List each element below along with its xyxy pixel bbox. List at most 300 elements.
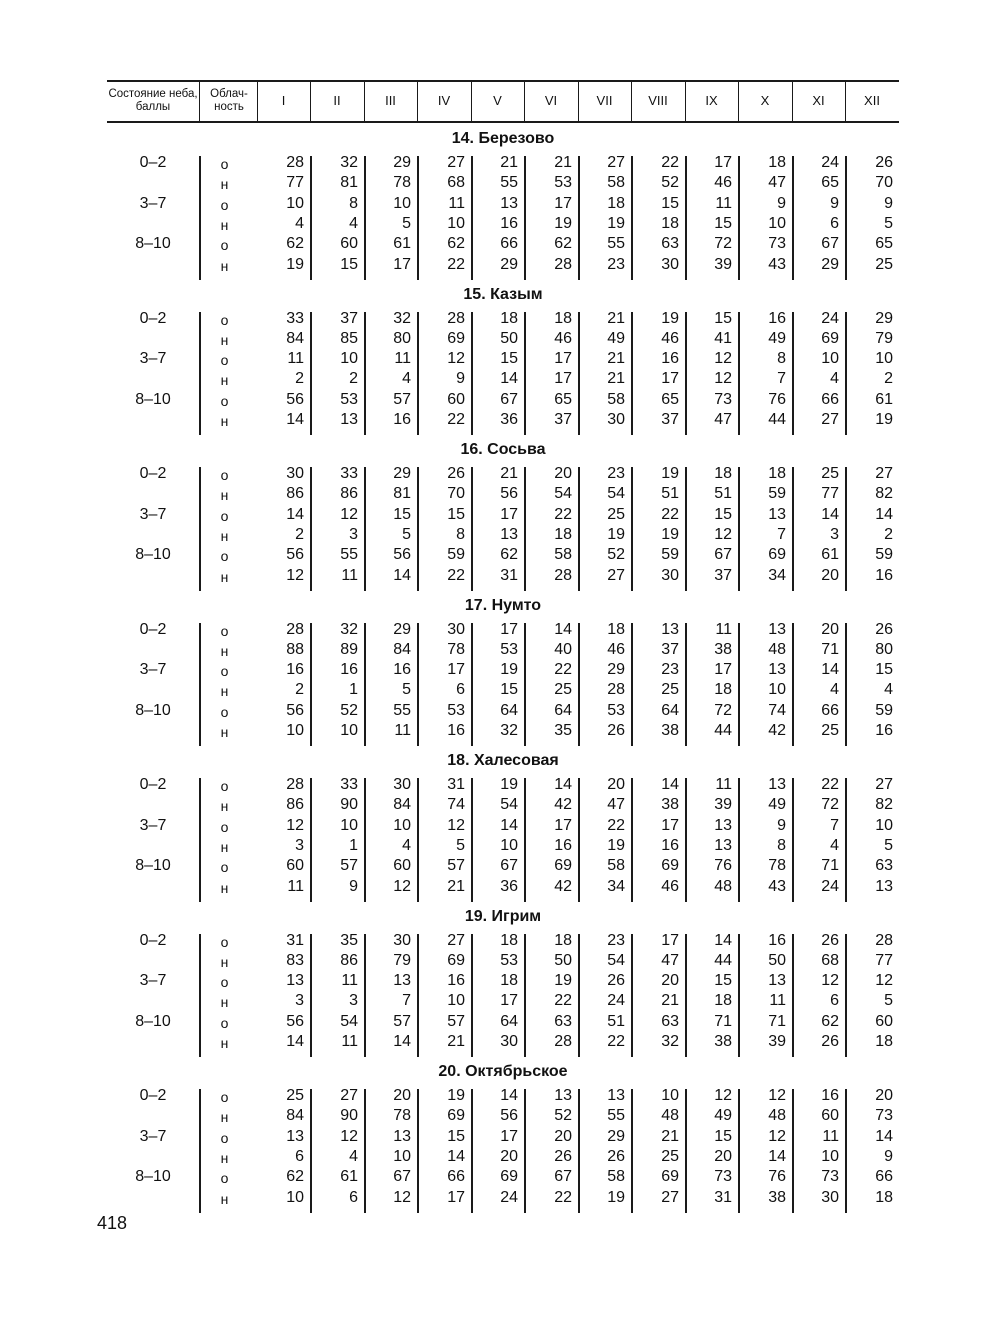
table-cell: 70 — [447, 485, 465, 503]
table-cell: 11 — [448, 194, 465, 212]
header-month-vi: VI — [544, 93, 558, 108]
table-cell: 19 — [447, 1087, 465, 1104]
table-cell: 22 — [661, 154, 679, 171]
table-cell: 57 — [393, 390, 411, 408]
table-cell: 38 — [661, 796, 679, 814]
table-cell: 29 — [607, 1127, 625, 1145]
table-cell: 18 — [554, 931, 572, 949]
table-cell: 15 — [714, 309, 732, 327]
table-cell: 10 — [286, 1188, 304, 1206]
table-cell: 22 — [554, 1188, 572, 1206]
table-cell: 66 — [821, 701, 839, 719]
table-cell: 48 — [768, 640, 786, 658]
table-cell: 13 — [286, 1127, 304, 1145]
table-cell: 84 — [286, 329, 304, 347]
cloud-type-label: о — [220, 1089, 229, 1105]
cloud-type-label: н — [220, 216, 229, 233]
table-cell: 32 — [340, 154, 358, 171]
table-cell: 27 — [607, 566, 625, 584]
table-cell: 78 — [768, 857, 786, 875]
table-cell: 25 — [554, 681, 572, 699]
sky-state-label: 0–2 — [139, 931, 167, 949]
table-cell: 9 — [830, 194, 839, 212]
column-divider — [845, 312, 847, 436]
table-cell: 37 — [661, 411, 679, 428]
table-cell: 15 — [714, 505, 732, 523]
table-cell: 64 — [500, 701, 518, 719]
table-cell: 71 — [821, 640, 839, 658]
table-cell: 28 — [286, 154, 304, 171]
table-cell: 49 — [607, 329, 625, 347]
table-cell: 2 — [295, 370, 304, 388]
table-cell: 59 — [768, 485, 786, 503]
table-cell: 46 — [661, 329, 679, 347]
table-cell: 7 — [830, 816, 839, 834]
table-cell: 16 — [768, 931, 786, 949]
column-divider — [471, 934, 473, 1058]
table-cell: 63 — [661, 1012, 679, 1030]
table-cell: 37 — [714, 566, 732, 584]
table-cell: 31 — [286, 931, 304, 949]
table-cell: 16 — [768, 309, 786, 327]
table-cell: 12 — [875, 972, 893, 990]
cloud-type-label: н — [220, 838, 229, 855]
column-divider — [524, 467, 526, 591]
table-cell: 16 — [661, 350, 679, 368]
table-cell: 29 — [875, 309, 893, 327]
table-cell: 22 — [447, 411, 465, 428]
table-cell: 11 — [341, 1033, 358, 1050]
table-cell: 84 — [286, 1107, 304, 1125]
table-cell: 48 — [768, 1107, 786, 1125]
table-cell: 19 — [607, 214, 625, 232]
table-cell: 26 — [447, 465, 465, 482]
table-cell: 57 — [447, 1012, 465, 1030]
table-cell: 14 — [500, 816, 518, 834]
table-cell: 56 — [286, 546, 304, 564]
column-divider — [364, 467, 366, 591]
table-cell: 16 — [286, 661, 304, 679]
table-cell: 73 — [821, 1168, 839, 1186]
table-cell: 25 — [661, 681, 679, 699]
table-cell: 65 — [821, 174, 839, 192]
table-cell: 88 — [286, 640, 304, 658]
cloud-type-label: н — [220, 527, 229, 544]
table-cell: 53 — [554, 174, 572, 192]
table-cell: 28 — [875, 931, 893, 949]
table-cell: 36 — [500, 877, 518, 895]
cloud-type-label: о — [220, 156, 229, 172]
table-cell: 13 — [340, 411, 358, 428]
table-cell: 10 — [821, 350, 839, 368]
table-cell: 10 — [661, 1087, 679, 1104]
table-cell: 20 — [554, 1127, 572, 1145]
table-cell: 18 — [554, 525, 572, 543]
table-cell: 14 — [393, 1033, 411, 1050]
cloud-type-label: о — [220, 622, 229, 639]
table-cell: 52 — [661, 174, 679, 192]
table-cell: 20 — [607, 776, 625, 793]
cloud-type-label: н — [220, 1190, 229, 1207]
table-cell: 3 — [295, 836, 304, 854]
table-cell: 16 — [661, 836, 679, 854]
table-cell: 11 — [341, 566, 358, 584]
column-divider — [199, 934, 201, 1058]
table-cell: 69 — [661, 857, 679, 875]
table-cell: 21 — [607, 350, 625, 368]
table-cell: 13 — [768, 620, 786, 638]
table-cell: 4 — [402, 370, 411, 388]
table-cell: 10 — [447, 992, 465, 1010]
table-cell: 20 — [714, 1147, 732, 1165]
table-cell: 58 — [607, 857, 625, 875]
column-divider — [524, 934, 526, 1058]
table-cell: 20 — [500, 1147, 518, 1165]
table-cell: 86 — [340, 485, 358, 503]
table-cell: 53 — [340, 390, 358, 408]
table-cell: 31 — [500, 566, 518, 584]
table-cell: 11 — [394, 350, 411, 368]
table-cell: 29 — [393, 154, 411, 171]
table-cell: 6 — [456, 681, 465, 699]
table-cell: 3 — [295, 992, 304, 1010]
column-divider — [738, 156, 740, 280]
table-cell: 25 — [661, 1147, 679, 1165]
table-cell: 15 — [447, 1127, 465, 1145]
table-cell: 69 — [447, 1107, 465, 1125]
table-cell: 84 — [393, 796, 411, 814]
table-cell: 67 — [500, 390, 518, 408]
table-cell: 17 — [500, 1127, 518, 1145]
cloud-type-label: н — [220, 642, 229, 659]
table-cell: 17 — [554, 350, 572, 368]
table-cell: 34 — [607, 877, 625, 895]
table-cell: 69 — [768, 546, 786, 564]
table-cell: 15 — [447, 505, 465, 523]
sky-state-label: 3–7 — [139, 1127, 167, 1145]
table-cell: 20 — [875, 1087, 893, 1104]
table-cell: 22 — [447, 566, 465, 584]
table-cell: 40 — [554, 640, 572, 658]
column-divider — [310, 623, 312, 747]
table-cell: 76 — [768, 1168, 786, 1186]
table-cell: 80 — [875, 640, 893, 658]
table-cell: 20 — [393, 1087, 411, 1104]
table-cell: 56 — [500, 1107, 518, 1125]
column-divider — [845, 778, 847, 902]
column-divider — [199, 1089, 201, 1213]
table-cell: 13 — [500, 525, 518, 543]
table-cell: 57 — [393, 1012, 411, 1030]
table-cell: 12 — [286, 816, 304, 834]
table-cell: 30 — [447, 620, 465, 638]
table-cell: 67 — [554, 1168, 572, 1186]
table-cell: 22 — [447, 255, 465, 273]
header-month-viii: VIII — [648, 93, 668, 108]
table-cell: 38 — [768, 1188, 786, 1206]
table-cell: 13 — [768, 972, 786, 990]
table-cell: 12 — [393, 1188, 411, 1206]
table-cell: 8 — [777, 836, 786, 854]
table-cell: 10 — [447, 214, 465, 232]
table-cell: 46 — [714, 174, 732, 192]
table-cell: 51 — [607, 1012, 625, 1030]
column-divider — [845, 1089, 847, 1213]
table-cell: 73 — [875, 1107, 893, 1125]
station-title: 15. Казым — [463, 285, 543, 303]
table-cell: 15 — [500, 350, 518, 368]
table-cell: 4 — [884, 681, 893, 699]
table-cell: 13 — [554, 1087, 572, 1104]
table-cell: 18 — [500, 309, 518, 327]
table-cell: 17 — [554, 816, 572, 834]
table-cell: 4 — [830, 681, 839, 699]
table-cell: 49 — [768, 329, 786, 347]
table-cell: 14 — [286, 1033, 304, 1050]
table-cell: 37 — [661, 640, 679, 658]
column-divider — [471, 156, 473, 280]
table-cell: 16 — [447, 722, 465, 739]
station-title: 17. Нумто — [464, 596, 542, 614]
table-cell: 12 — [340, 1127, 358, 1145]
table-cell: 8 — [456, 525, 465, 543]
column-divider — [524, 1089, 526, 1213]
cloud-type-label: н — [220, 176, 229, 193]
table-cell: 44 — [714, 722, 732, 739]
table-cell: 32 — [340, 620, 358, 638]
cloud-type-label: н — [220, 372, 229, 389]
table-cell: 60 — [393, 857, 411, 875]
column-divider — [417, 934, 419, 1058]
table-cell: 68 — [447, 174, 465, 192]
table-cell: 9 — [456, 370, 465, 388]
table-cell: 86 — [286, 796, 304, 814]
column-divider — [471, 1089, 473, 1213]
cloud-type-label: о — [220, 663, 229, 680]
table-cell: 12 — [393, 877, 411, 895]
table-cell: 9 — [884, 194, 893, 212]
cloud-type-label: о — [220, 1170, 229, 1187]
sky-state-label: 3–7 — [139, 505, 167, 523]
table-cell: 89 — [340, 640, 358, 658]
column-divider — [845, 467, 847, 591]
column-divider — [792, 778, 794, 902]
table-cell: 26 — [875, 620, 893, 638]
table-cell: 22 — [607, 1033, 625, 1050]
table-cell: 10 — [340, 350, 358, 368]
table-cell: 25 — [821, 722, 839, 739]
table-cell: 13 — [500, 194, 518, 212]
table-cell: 73 — [714, 1168, 732, 1186]
table-cell: 53 — [607, 701, 625, 719]
table-cell: 10 — [286, 722, 304, 739]
table-cell: 78 — [393, 174, 411, 192]
table-cell: 24 — [821, 309, 839, 327]
table-cell: 60 — [286, 857, 304, 875]
table-cell: 12 — [714, 1087, 732, 1104]
table-cell: 47 — [661, 951, 679, 969]
table-cell: 6 — [349, 1188, 358, 1206]
table-cell: 81 — [340, 174, 358, 192]
table-cell: 22 — [554, 661, 572, 679]
table-cell: 17 — [500, 620, 518, 638]
table-cell: 52 — [607, 546, 625, 564]
cloud-type-label: о — [220, 933, 229, 950]
table-cell: 43 — [768, 877, 786, 895]
sky-state-label: 8–10 — [135, 546, 171, 564]
cloud-type-label: о — [220, 974, 229, 991]
table-cell: 31 — [714, 1188, 732, 1206]
table-cell: 19 — [607, 836, 625, 854]
column-divider — [364, 312, 366, 436]
column-divider — [792, 467, 794, 591]
column-divider — [310, 934, 312, 1058]
table-cell: 14 — [821, 505, 839, 523]
table-cell: 21 — [447, 1033, 465, 1050]
sky-state-label: 3–7 — [139, 661, 167, 679]
table-cell: 69 — [661, 1168, 679, 1186]
table-cell: 16 — [447, 972, 465, 990]
column-divider — [631, 1089, 633, 1213]
table-cell: 27 — [821, 411, 839, 428]
table-cell: 7 — [402, 992, 411, 1010]
column-divider — [792, 156, 794, 280]
table-cell: 13 — [286, 972, 304, 990]
table-cell: 73 — [768, 235, 786, 253]
table-cell: 64 — [661, 701, 679, 719]
column-divider — [738, 934, 740, 1058]
cloud-type-label: о — [220, 818, 229, 835]
table-cell: 3 — [349, 525, 358, 543]
table-cell: 11 — [341, 972, 358, 990]
table-cell: 20 — [661, 972, 679, 990]
column-divider — [685, 778, 687, 902]
sky-state-label: 8–10 — [135, 701, 171, 719]
table-cell: 16 — [875, 722, 893, 739]
table-cell: 38 — [661, 722, 679, 739]
table-cell: 74 — [768, 701, 786, 719]
table-cell: 90 — [340, 796, 358, 814]
station-title: 16. Сосьва — [460, 441, 546, 458]
table-cell: 25 — [607, 505, 625, 523]
table-cell: 31 — [447, 776, 465, 793]
table-cell: 2 — [295, 525, 304, 543]
table-cell: 80 — [393, 329, 411, 347]
table-cell: 24 — [821, 154, 839, 171]
table-cell: 58 — [607, 390, 625, 408]
table-cell: 22 — [607, 816, 625, 834]
table-cell: 42 — [554, 796, 572, 814]
table-cell: 12 — [821, 972, 839, 990]
table-cell: 6 — [830, 992, 839, 1010]
column-divider — [199, 312, 201, 436]
table-cell: 74 — [447, 796, 465, 814]
table-cell: 71 — [714, 1012, 732, 1030]
table-cell: 24 — [607, 992, 625, 1010]
sky-state-label: 3–7 — [139, 816, 167, 834]
table-cell: 64 — [554, 701, 572, 719]
table-cell: 5 — [456, 836, 465, 854]
table-cell: 42 — [554, 877, 572, 895]
table-cell: 58 — [554, 546, 572, 564]
sky-state-label: 8–10 — [135, 235, 171, 253]
table-cell: 10 — [875, 350, 893, 368]
table-cell: 16 — [554, 836, 572, 854]
table-cell: 26 — [607, 1147, 625, 1165]
table-cell: 54 — [607, 485, 625, 503]
column-divider — [417, 312, 419, 436]
sky-state-label: 0–2 — [139, 1087, 167, 1104]
table-cell: 62 — [447, 235, 465, 253]
table-cell: 30 — [500, 1033, 518, 1050]
sky-state-label: 8–10 — [135, 1012, 171, 1030]
table-cell: 71 — [768, 1012, 786, 1030]
column-divider — [631, 467, 633, 591]
cloud-type-label: о — [220, 237, 229, 254]
table-cell: 46 — [661, 877, 679, 895]
table-cell: 18 — [500, 931, 518, 949]
table-cell: 53 — [447, 701, 465, 719]
cloud-type-label: о — [220, 778, 229, 794]
table-cell: 62 — [286, 1168, 304, 1186]
column-divider — [578, 312, 580, 436]
sky-state-label: 8–10 — [135, 1168, 171, 1186]
table-cell: 56 — [500, 485, 518, 503]
table-cell: 12 — [340, 505, 358, 523]
table-cell: 11 — [769, 992, 786, 1010]
table-cell: 16 — [393, 411, 411, 428]
table-cell: 13 — [393, 972, 411, 990]
sky-state-label: 0–2 — [139, 309, 167, 327]
table-cell: 30 — [393, 931, 411, 949]
table-cell: 1 — [349, 681, 358, 699]
column-divider — [471, 778, 473, 902]
table-cell: 17 — [447, 1188, 465, 1206]
table-cell: 10 — [340, 722, 358, 739]
table-cell: 9 — [777, 816, 786, 834]
column-divider — [792, 1089, 794, 1213]
table-cell: 15 — [500, 681, 518, 699]
table-cell: 20 — [554, 465, 572, 482]
table-cell: 11 — [822, 1127, 839, 1145]
table-cell: 12 — [447, 350, 465, 368]
table-cell: 50 — [768, 951, 786, 969]
cloud-type-label: н — [220, 257, 229, 274]
table-cell: 14 — [554, 776, 572, 793]
table-cell: 9 — [884, 1147, 893, 1165]
table-cell: 17 — [500, 992, 518, 1010]
table-cell: 1 — [349, 836, 358, 854]
cloud-type-label: о — [220, 507, 229, 524]
table-cell: 51 — [661, 485, 679, 503]
table-cell: 14 — [393, 566, 411, 584]
table-cell: 47 — [607, 796, 625, 814]
table-cell: 69 — [447, 951, 465, 969]
table-cell: 68 — [821, 951, 839, 969]
table-cell: 12 — [447, 816, 465, 834]
table-cell: 46 — [554, 329, 572, 347]
table-cell: 19 — [286, 255, 304, 273]
table-cell: 49 — [714, 1107, 732, 1125]
table-cell: 77 — [875, 951, 893, 969]
column-divider — [199, 623, 201, 747]
table-cell: 18 — [607, 620, 625, 638]
table-cell: 17 — [661, 931, 679, 949]
header-month-i: I — [281, 93, 286, 108]
table-cell: 15 — [661, 194, 679, 212]
table-cell: 65 — [554, 390, 572, 408]
table-cell: 14 — [714, 931, 732, 949]
